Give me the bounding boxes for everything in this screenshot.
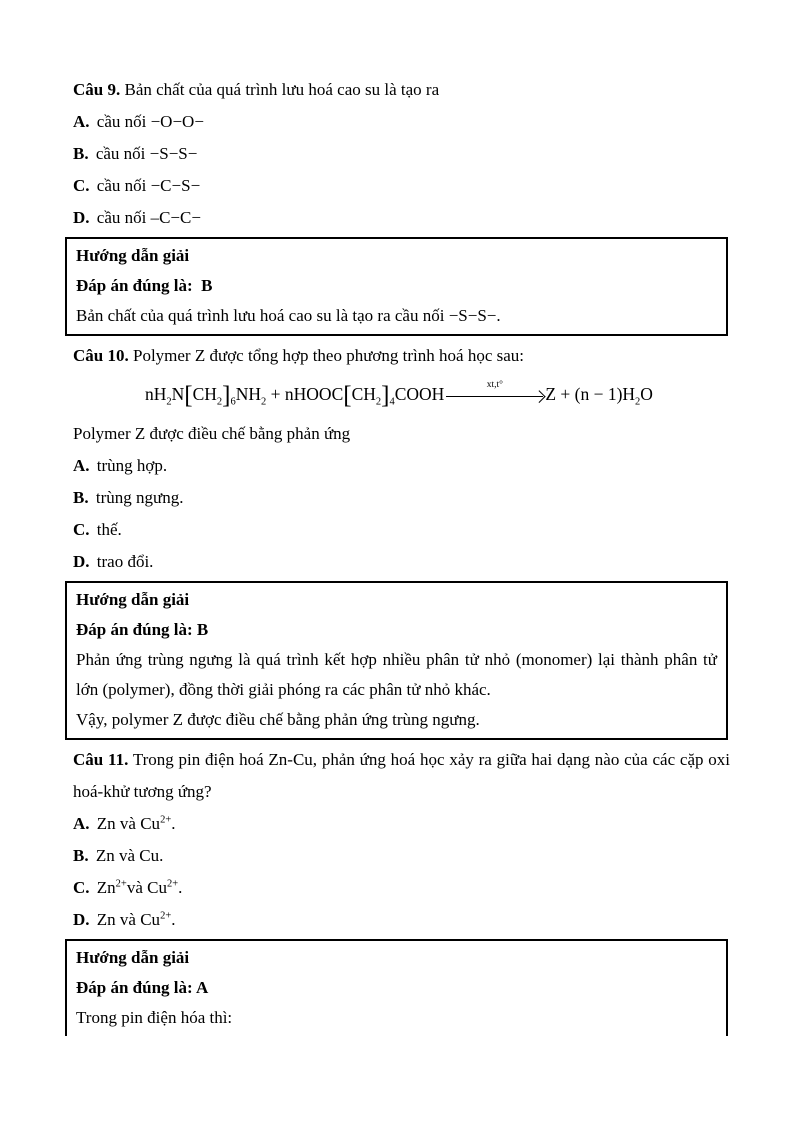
option-label: A. [73,814,90,833]
question-9-option-b [73,138,730,170]
question-11-option-d [73,904,730,936]
option-label: C. [73,176,90,195]
solution-heading-text: Hướng dẫn giải [76,246,190,265]
solution-heading [76,943,717,973]
text-segment: N [171,384,185,404]
option-text: cầu nối −C−S− [96,176,201,195]
sub-script: 6 [230,396,236,408]
sub-script: 2 [635,396,641,408]
question-9-title [73,74,730,106]
arrow-condition-label: xt,t° [486,380,503,390]
option-text: trùng hợp. [96,456,168,475]
answer-text: Đáp án đúng là: B [76,276,213,295]
option-label: A. [73,456,90,475]
answer-line [76,271,717,301]
sub-script: 2 [216,396,223,408]
option-label: C. [73,878,90,897]
question-9-number: Câu 9. [73,80,121,99]
question-11 [73,744,730,1036]
solution-box-q10 [65,581,728,740]
question-11-number: Câu 11. [73,750,129,769]
option-text [97,878,183,897]
option-label: B. [73,144,89,163]
question-10-option-d [73,546,730,578]
text-segment: + nHOOC [266,384,344,404]
option-text: cầu nối –C−C− [96,208,201,227]
question-11-option-c [73,872,730,904]
question-11-title [73,744,730,808]
bracket: [ [184,382,193,409]
text-segment: NH [235,384,262,404]
solution-box-q9 [65,237,728,336]
reaction-arrow-icon [446,380,543,397]
option-text: trùng ngưng. [95,488,184,507]
option-text: cầu nối −S−S− [95,144,198,163]
bracket: [ [343,382,352,409]
sup-script: 2+ [160,814,172,826]
solution-box-q11 [65,939,728,1036]
text-segment: . [171,910,176,929]
sub-script: 4 [389,396,395,408]
answer-text: Đáp án đúng là: A [76,978,209,997]
option-label: B. [73,488,89,507]
solution-text: Phản ứng trùng ngưng là quá trình kết hợp nhiều phân tử nhỏ (monomer) lại thành phân tử lớn (polymer), đồng thời giải phóng ra các phân tử nhỏ khác. [76,650,717,699]
question-11-option-b [73,840,730,872]
text-segment: CH [192,384,217,404]
text-segment: CH [351,384,376,404]
option-label: B. [73,846,89,865]
question-11-option-a [73,808,730,840]
sub-script: 2 [375,396,382,408]
solution-heading [76,241,717,271]
bracket: ] [381,382,390,409]
option-text [97,814,176,833]
question-10-option-b [73,482,730,514]
sup-script: 2+ [160,910,172,922]
question-9-text: Bản chất của quá trình lưu hoá cao su là tạo ra [124,80,440,99]
answer-line [76,615,717,645]
question-9-option-a [73,106,730,138]
question-9 [73,74,730,336]
solution-heading-text: Hướng dẫn giải [76,590,190,609]
question-10-option-a [73,450,730,482]
option-label: D. [73,208,90,227]
text-segment: Zn và Cu [96,910,161,929]
text-segment: . [171,814,176,833]
bracket: ] [222,382,231,409]
question-9-option-c [73,170,730,202]
solution-text: Bản chất của quá trình lưu hoá cao su là tạo ra cầu nối −S−S−. [76,306,501,325]
question-10-option-c [73,514,730,546]
question-10-text: Polymer Z được tổng hợp theo phương trình hoá học sau: [132,346,524,365]
question-11-text: Trong pin điện hoá Zn-Cu, phản ứng hoá học xảy ra giữa hai dạng nào của các cặp oxi hoá-khử tương ứng? [73,750,730,801]
text-segment: . [178,878,183,897]
text-segment: O [640,384,653,404]
solution-heading [76,585,717,615]
sup-script: 2+ [115,878,127,890]
sub-script: 2 [261,396,267,408]
option-label: D. [73,910,90,929]
option-text [96,846,164,865]
text-segment: Zn [96,878,116,897]
answer-line [76,973,717,1003]
text-segment: Z + (n − 1)H [545,384,636,404]
question-10 [73,340,730,740]
option-text [97,910,176,929]
option-text: thế. [96,520,122,539]
text-segment: Zn và Cu. [95,846,164,865]
solution-heading-text: Hướng dẫn giải [76,948,190,967]
arrow-shaft [446,392,543,397]
text-segment: nH [145,384,167,404]
option-label: D. [73,552,90,571]
option-label: C. [73,520,90,539]
option-text: cầu nối −O−O− [96,112,204,131]
option-label: A. [73,112,90,131]
chemical-equation [145,372,730,418]
answer-text: Đáp án đúng là: B [76,620,209,639]
option-text: trao đổi. [96,552,154,571]
sup-script: 2+ [166,878,179,890]
sub-script: 2 [166,396,172,408]
question-10-lead: Polymer Z được điều chế bằng phản ứng [73,424,351,443]
question-9-option-d [73,202,730,234]
text-segment: Zn và Cu [96,814,161,833]
text-segment: và Cu [126,878,167,897]
text-segment: COOH [394,384,445,404]
question-10-title [73,340,730,372]
question-10-number: Câu 10. [73,346,129,365]
solution-text: Vậy, polymer Z được điều chế bằng phản ứng trùng ngưng. [76,710,480,729]
solution-text: Trong pin điện hóa thì: [76,1008,233,1027]
